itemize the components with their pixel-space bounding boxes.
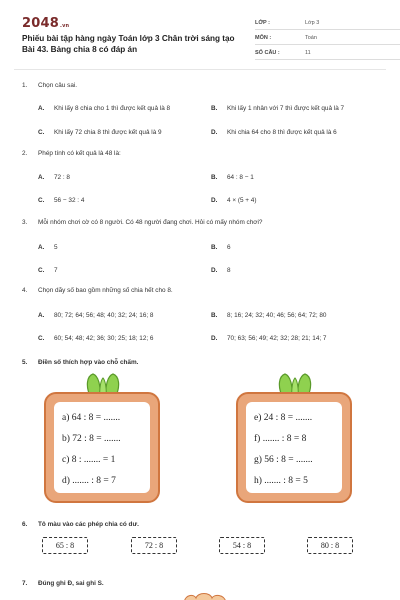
question-4 <box>22 287 382 342</box>
option-c[interactable]: C. 56 − 32 : 4 <box>38 197 85 204</box>
division-box[interactable]: 80 : 8 <box>307 537 353 554</box>
fill-blank-line[interactable]: g) 56 : 8 = ....... <box>254 455 313 465</box>
option-b[interactable]: B. 6 <box>211 244 231 251</box>
fill-blank-line[interactable]: b) 72 : 8 = ....... <box>62 434 121 444</box>
info-value: 11 <box>305 50 311 56</box>
carrot-card-left <box>44 372 160 503</box>
worksheet-header <box>22 14 382 66</box>
info-value: Toán <box>305 35 317 41</box>
question-text: 1. Chọn câu sai. <box>22 82 78 89</box>
info-label: MÔN : <box>255 35 272 41</box>
question-1 <box>22 82 382 136</box>
fill-blank-line[interactable]: h) ....... : 8 = 5 <box>254 476 308 486</box>
question-6 <box>22 521 382 528</box>
question-text: 6. Tô màu vào các phép chia có dư. <box>22 521 139 528</box>
option-a[interactable]: A. 5 <box>38 244 58 251</box>
info-label: LỚP : <box>255 20 270 26</box>
question-3 <box>22 219 382 274</box>
question-5 <box>22 359 382 366</box>
option-b[interactable]: B. 64 : 8 − 1 <box>211 174 254 181</box>
option-a[interactable]: A. Khi lấy 8 chia cho 1 thì được kết quả là 8 <box>38 105 171 112</box>
option-b[interactable]: B. Khi lấy 1 nhân với 7 thì được kết quả là 7 <box>211 105 345 112</box>
fill-blank-line[interactable]: e) 24 : 8 = ....... <box>254 413 313 423</box>
option-c[interactable]: C. 60; 54; 48; 42; 36; 30; 25; 18; 12; 6 <box>38 335 154 342</box>
option-b[interactable]: B. 8; 16; 24; 32; 40; 46; 56; 64; 72; 80 <box>211 312 327 319</box>
site-logo[interactable]: 2048.vn <box>22 16 70 31</box>
carrot-card-right <box>236 372 352 503</box>
question-text: 4. Chọn dãy số bao gồm những số chia hết cho 8. <box>22 287 173 294</box>
option-d[interactable]: D. 4 × (5 + 4) <box>211 197 257 204</box>
option-d[interactable]: D. 70; 63; 56; 49; 42; 32; 28; 21; 14; 7 <box>211 335 327 342</box>
cloud-decoration-icon <box>182 592 228 600</box>
option-d[interactable]: D. 8 <box>211 267 231 274</box>
option-c[interactable]: C. Khi lấy 72 chia 8 thì được kết quả là 9 <box>38 129 162 136</box>
option-a[interactable]: A. 80; 72; 64; 56; 48; 40; 32; 24; 16; 8 <box>38 312 154 319</box>
question-text: 3. Mỗi nhóm chơi cờ có 8 người. Có 48 người đang chơi. Hỏi có mấy nhóm chơi? <box>22 219 263 226</box>
question-text: 7. Đúng ghi Đ, sai ghi S. <box>22 580 104 587</box>
fill-blank-line[interactable]: a) 64 : 8 = ....... <box>62 413 121 423</box>
header-divider <box>14 69 386 70</box>
option-d[interactable]: D. Khi chia 64 cho 8 thì được kết quả là 6 <box>211 129 337 136</box>
carrot-card-inner <box>54 402 150 493</box>
fill-blank-line[interactable]: d) ....... : 8 = 7 <box>62 476 116 486</box>
question-text: 5. Điền số thích hợp vào chỗ chấm. <box>22 359 139 366</box>
option-c[interactable]: C. 7 <box>38 267 58 274</box>
question-2 <box>22 150 382 204</box>
fill-blank-line[interactable]: c) 8 : ....... = 1 <box>62 455 116 465</box>
option-a[interactable]: A. 72 : 8 <box>38 174 70 181</box>
division-box[interactable]: 54 : 8 <box>219 537 265 554</box>
question-text: 2. Phép tính có kết quả là 48 là: <box>22 150 121 157</box>
info-row-subject <box>255 32 400 45</box>
carrot-card-inner <box>246 402 342 493</box>
info-value: Lớp 3 <box>305 20 320 26</box>
carrot-body <box>44 392 160 503</box>
info-row-class <box>255 17 400 30</box>
fill-blank-line[interactable]: f) ....... : 8 = 8 <box>254 434 307 444</box>
division-box[interactable]: 65 : 8 <box>42 537 88 554</box>
info-row-question-count <box>255 47 400 60</box>
question-7 <box>22 580 382 587</box>
division-box[interactable]: 72 : 8 <box>131 537 177 554</box>
info-label: SỐ CÂU : <box>255 50 280 56</box>
worksheet-info <box>255 17 400 62</box>
worksheet-title: Phiếu bài tập hàng ngày Toán lớp 3 Chân trời sáng tạo Bài 43. Bảng chia 8 có đáp án <box>22 34 235 54</box>
carrot-body <box>236 392 352 503</box>
